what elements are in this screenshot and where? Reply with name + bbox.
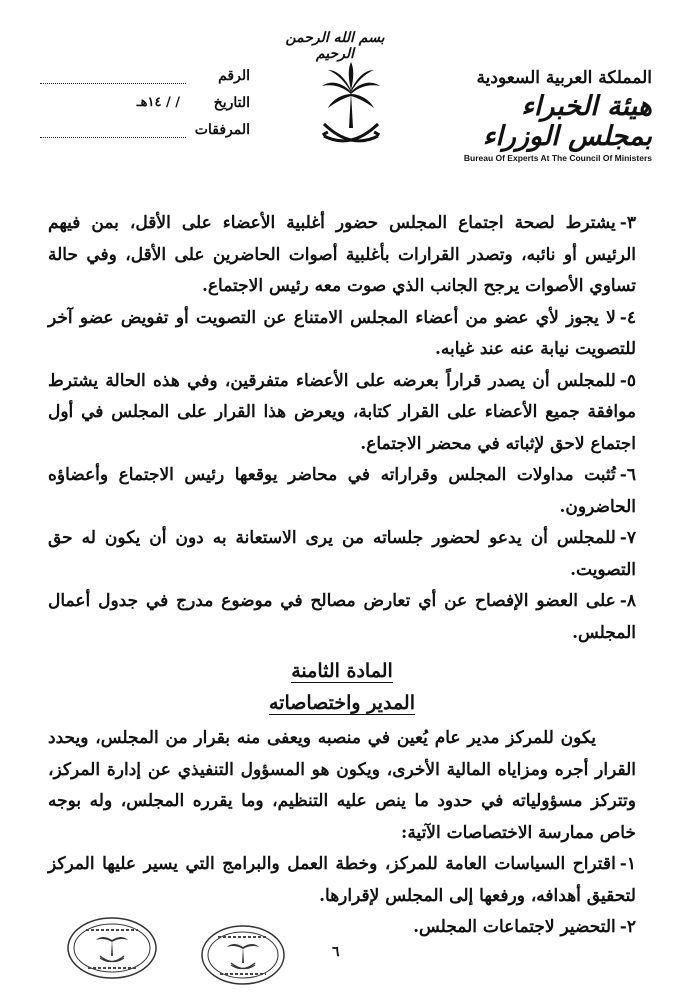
article-subtitle-text: المدير واختصاصاته (268, 692, 415, 714)
document-body (48, 208, 636, 944)
letterhead-issuer (432, 68, 652, 163)
attachments-label: المرفقات (194, 122, 250, 138)
item-number: ٢- (619, 917, 636, 937)
list-item (48, 586, 636, 649)
reference-line (40, 83, 186, 84)
article-title (48, 655, 636, 687)
list-item (48, 208, 636, 303)
attachments-line (40, 137, 186, 138)
article-title-text: المادة الثامنة (291, 660, 393, 682)
page-number: ٦ (332, 944, 340, 960)
date-row (40, 95, 250, 122)
item-number: ٤- (619, 307, 636, 328)
article-intro: يكون للمركز مدير عام يُعين في منصبه ويعفى منه بقرار من المجلس، ويحدد القرار أجره ومزاياه المالية الأخرى، ويكون هو المسؤول التنفيذي عن إدارة المركز، وتتركز مسؤولياته في حدود ما ينص عليه التنظيم، وما يقرره المجلس، وله بوجه خاص ممارسة الاختصاصات الآتية: (48, 728, 636, 843)
kingdom-name: المملكة العربية السعودية (476, 68, 652, 88)
item-number: ٨- (619, 591, 636, 611)
list-item (48, 523, 636, 586)
item-number: ١- (619, 854, 636, 874)
list-item (48, 849, 636, 912)
item-text: تُثبت مداولات المجلس وقراراته في محاضر يوقعها رئيس الاجتماع وأعضاؤه الحاضرون. (48, 465, 636, 517)
item-text: التحضير لاجتماعات المجلس. (413, 917, 616, 937)
reference-label: الرقم (218, 68, 250, 84)
item-number: ٥- (619, 370, 636, 391)
item-text: لا يجوز لأي عضو من أعضاء المجلس الامتناع عن التصويت أو تفويض عضو آخر للتصويت نيابة عنه عند غيابه. (48, 307, 636, 359)
date-label: التاريخ (213, 95, 250, 111)
saudi-emblem-icon (318, 58, 384, 158)
basmala: بسم الله الرحمن الرحيم (285, 30, 385, 62)
reference-block (40, 68, 250, 149)
list-item (48, 303, 636, 366)
list-item (48, 460, 636, 523)
attachments-row (40, 122, 250, 149)
item-number: ٧- (619, 528, 636, 548)
item-text: يشترط لصحة اجتماع المجلس حضور أغلبية الأعضاء على الأقل، بمن فيهم الرئيس أو نائبه، وتصدر القرارات بأغلبية أصوات الحاضرين على الأقل، وفي حالة تساوي الأصوات يرجح الجانب الذي صوت معه رئيس الاجتماع. (48, 213, 636, 296)
bureau-name-english: Bureau Of Experts At The Council Of Ministers (463, 153, 652, 164)
bureau-name-arabic: هيئة الخبراء بمجلس الوزراء (482, 91, 652, 152)
item-text: على العضو الإفصاح عن أي تعارض مصالح في موضوع مدرج في جدول أعمال المجلس. (48, 591, 636, 643)
list-item (48, 366, 636, 461)
item-number: ٦- (619, 465, 636, 485)
reference-row (40, 68, 250, 95)
item-text: للمجلس أن يصدر قراراً بعرضه على الأعضاء متفرقين، وفي هذه الحالة يشترط موافقة جميع الأعضاء على القرار كتابة، ويعرض هذا القرار على المجلس في أول اجتماع لاحق لإثباته في محضر الاجتماع. (48, 370, 636, 454)
official-stamp-icon (200, 924, 286, 986)
item-text: للمجلس أن يدعو لحضور جلساته من يرى الاستعانة به دون أن يكون له حق التصويت. (48, 528, 636, 580)
item-text: اقتراح السياسات العامة للمركز، وخطة العمل والبرامج التي يسير عليها المركز لتحقيق أهدافه، ورفعها إلى المجلس لإقرارها. (48, 854, 636, 906)
official-stamp-icon (66, 916, 158, 980)
date-value: / / ١٤هـ (136, 95, 180, 110)
article-subtitle (48, 687, 636, 719)
item-number: ٣- (619, 213, 636, 233)
